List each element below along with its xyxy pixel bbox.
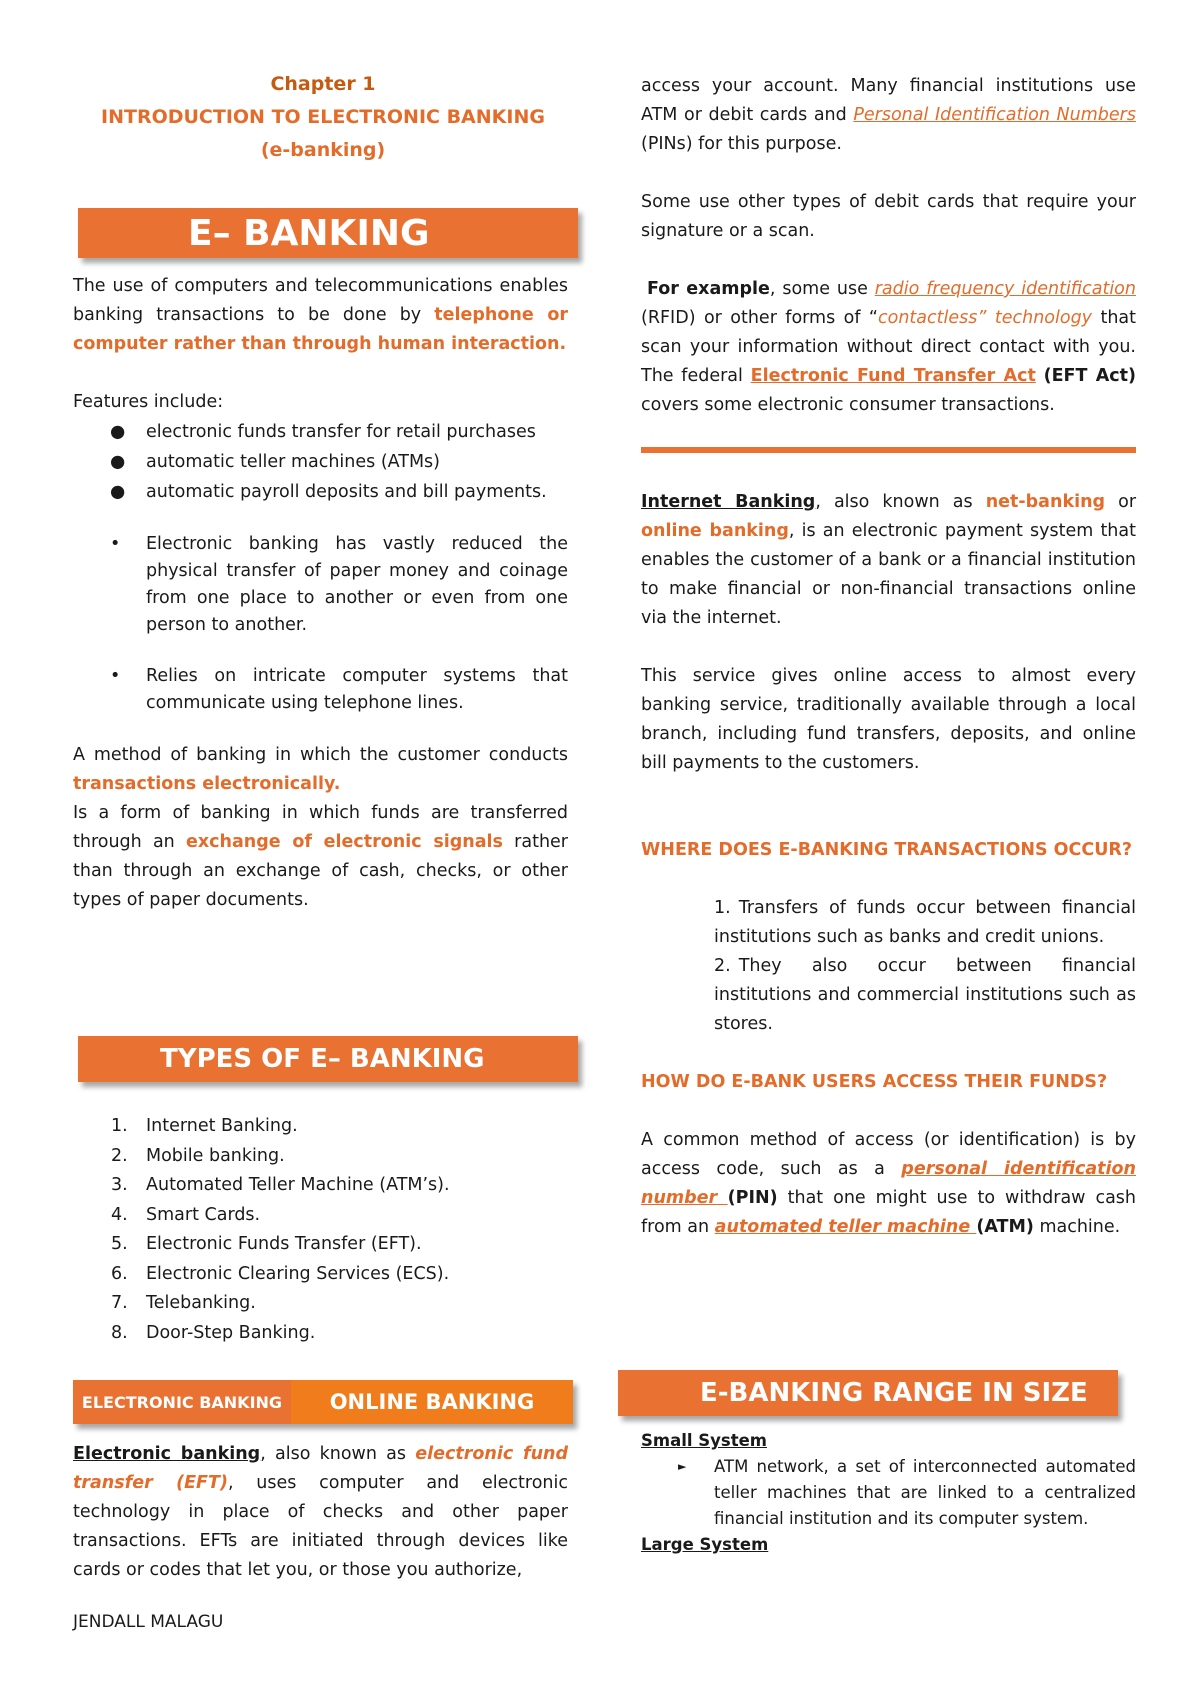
point-text: Relies on intricate computer systems that communicate using telephone lines. bbox=[146, 666, 568, 713]
eft-continued-end: (PINs) for this purpose. bbox=[641, 134, 842, 154]
pin-abbr: (PIN) bbox=[727, 1188, 778, 1208]
list-item bbox=[73, 1289, 573, 1319]
item-label: Electronic Clearing Services (ECS). bbox=[146, 1263, 450, 1284]
item-number: 1. bbox=[714, 898, 731, 918]
item-number: 6. bbox=[111, 1263, 128, 1284]
example-paragraph bbox=[641, 275, 1136, 420]
list-item bbox=[641, 1454, 1136, 1532]
small-system-label: Small System bbox=[641, 1431, 767, 1450]
example-space bbox=[1036, 366, 1044, 386]
how-text-end: machine. bbox=[1033, 1217, 1121, 1237]
footer-name: JENDALL MALAGU bbox=[73, 1612, 224, 1632]
bullet-icon: • bbox=[110, 534, 121, 554]
item-label: Automated Teller Machine (ATM’s). bbox=[146, 1175, 450, 1195]
banking-tabs bbox=[73, 1380, 573, 1424]
how-text-2: that one might use to withdraw cash from an bbox=[641, 1188, 1136, 1237]
item-label: Smart Cards. bbox=[146, 1204, 261, 1225]
small-system-list bbox=[641, 1454, 1136, 1532]
tab-electronic-banking[interactable] bbox=[73, 1380, 291, 1424]
triangle-bullet-icon: ► bbox=[678, 1460, 687, 1473]
types-banner bbox=[78, 1036, 578, 1082]
item-number: 2. bbox=[111, 1145, 128, 1166]
example-lead: For example bbox=[647, 279, 770, 299]
features-label: Features include: bbox=[73, 392, 224, 412]
internet-text: , also known as bbox=[815, 492, 986, 512]
list-item bbox=[73, 531, 568, 639]
list-item bbox=[73, 477, 568, 507]
list-item bbox=[73, 1112, 573, 1142]
feature-text: electronic funds transfer for retail purchases bbox=[146, 422, 536, 442]
eft-term: Electronic banking bbox=[73, 1444, 261, 1464]
how-heading: HOW DO E-BANK USERS ACCESS THEIR FUNDS? bbox=[641, 1072, 1108, 1092]
chapter-title: INTRODUCTION TO ELECTRONIC BANKING bbox=[101, 106, 545, 128]
tab-label: ELECTRONIC BANKING bbox=[81, 1392, 283, 1412]
internet-term: Internet Banking bbox=[641, 492, 816, 512]
list-item bbox=[73, 417, 568, 447]
example-text: , some use bbox=[769, 279, 875, 299]
points-list bbox=[73, 531, 568, 717]
ebanking-banner-label: E– BANKING bbox=[188, 212, 430, 254]
chapter-subtitle: (e-banking) bbox=[260, 139, 386, 161]
internet-text-end: , is an electronic payment system that enables the customer of a bank or a financial institution to make financial or non-financial transactions online via the internet. bbox=[641, 521, 1136, 628]
net-banking-term: net-banking bbox=[985, 492, 1106, 512]
internet-or: or bbox=[1105, 492, 1137, 512]
types-list bbox=[73, 1112, 573, 1348]
feature-text: automatic payroll deposits and bill payments. bbox=[146, 482, 547, 502]
tab-online-banking[interactable] bbox=[291, 1380, 573, 1424]
item-label: Internet Banking. bbox=[146, 1116, 298, 1136]
internet-paragraph bbox=[641, 488, 1136, 633]
item-number: 4. bbox=[111, 1204, 128, 1225]
item-number: 8. bbox=[111, 1322, 128, 1343]
bullet-icon: ● bbox=[110, 422, 126, 442]
method-highlight: transactions electronically. bbox=[73, 774, 341, 794]
eft-aka: electronic fund transfer (EFT) bbox=[73, 1444, 569, 1493]
list-item bbox=[73, 1260, 573, 1290]
features-list bbox=[73, 417, 568, 507]
example-text-end: covers some electronic consumer transactions. bbox=[641, 395, 1055, 415]
form-highlight: exchange of electronic signals bbox=[185, 832, 503, 852]
list-item bbox=[73, 447, 568, 477]
method-paragraph bbox=[73, 741, 568, 799]
list-item bbox=[73, 1171, 573, 1201]
large-system-label: Large System bbox=[641, 1535, 769, 1554]
contactless-term: contactless” technology bbox=[878, 308, 1093, 328]
list-item bbox=[73, 1142, 573, 1172]
item-label: Door-Step Banking. bbox=[146, 1322, 316, 1343]
item-label: Telebanking. bbox=[146, 1293, 256, 1313]
chapter-header bbox=[73, 68, 573, 167]
eft-act-link[interactable]: Electronic Fund Transfer Act bbox=[750, 366, 1036, 386]
atm-abbr: (ATM) bbox=[976, 1217, 1034, 1237]
item-number: 2. bbox=[714, 956, 731, 976]
eft-section bbox=[73, 1440, 568, 1585]
item-label: Electronic Funds Transfer (EFT). bbox=[146, 1234, 422, 1254]
atm-link[interactable]: automated teller machine bbox=[714, 1217, 977, 1237]
list-item bbox=[73, 663, 568, 717]
bullet-icon: • bbox=[110, 666, 121, 686]
service-paragraph: This service gives online access to almost every banking service, traditionally available through a local branch, including fund transfers, deposits, and online bill payments to the customers. bbox=[641, 666, 1136, 773]
intro-paragraph bbox=[73, 272, 568, 359]
item-label: Mobile banking. bbox=[146, 1145, 285, 1166]
feature-text: automatic teller machines (ATMs) bbox=[146, 452, 440, 472]
item-number: 1. bbox=[111, 1116, 128, 1136]
list-item bbox=[73, 1319, 573, 1349]
eft-continued-text: access your account. Many financial institutions use ATM or debit cards and bbox=[641, 76, 1136, 125]
eft-text-end: , uses computer and electronic technology in place of checks and other paper transactions. EFTs are initiated through devices like cards or codes that let you, or those you authorize, bbox=[73, 1473, 569, 1580]
tab-label: ONLINE BANKING bbox=[329, 1390, 535, 1414]
item-number: 3. bbox=[111, 1175, 128, 1195]
signature-paragraph: Some use other types of debit cards that require your signature or a scan. bbox=[641, 192, 1136, 241]
where-list bbox=[641, 894, 1136, 1039]
point-text: Electronic banking has vastly reduced the physical transfer of paper money and coinage from one place to another or even from one person to another. bbox=[146, 534, 568, 635]
form-text-end: rather than through an exchange of cash, checks, or other types of paper documents. bbox=[73, 832, 569, 910]
small-system-text: ATM network, a set of interconnected automated teller machines that are linked to a centralized financial institution and its computer system. bbox=[714, 1457, 1136, 1528]
section-divider bbox=[641, 447, 1136, 453]
ebanking-banner bbox=[78, 208, 578, 258]
range-section bbox=[641, 1428, 1136, 1558]
item-number: 7. bbox=[111, 1293, 128, 1313]
item-text: They also occur between financial institutions and commercial institutions such as stores. bbox=[714, 956, 1136, 1034]
right-column bbox=[641, 72, 1136, 1242]
list-item bbox=[73, 1201, 573, 1231]
list-item bbox=[641, 952, 1136, 1039]
example-text-3: that scan your information without direct contact with you. The federal bbox=[641, 308, 1136, 386]
eft-continued-paragraph bbox=[641, 72, 1136, 159]
pin-number-link[interactable]: personal identification number bbox=[641, 1159, 1136, 1208]
list-item bbox=[73, 1230, 573, 1260]
intro-section bbox=[73, 272, 568, 915]
form-text: Is a form of banking in which funds are transferred through an bbox=[73, 803, 568, 852]
bullet-icon: ● bbox=[110, 482, 126, 502]
types-banner-label: TYPES OF E– BANKING bbox=[160, 1044, 485, 1074]
range-banner bbox=[618, 1370, 1118, 1416]
online-banking-term: online banking bbox=[641, 521, 789, 541]
how-text: A common method of access (or identification) is by access code, such as a bbox=[641, 1130, 1136, 1179]
eft-act-abbr: (EFT Act) bbox=[1043, 366, 1136, 386]
how-paragraph bbox=[641, 1126, 1136, 1242]
eft-paragraph bbox=[73, 1440, 568, 1585]
item-number: 5. bbox=[111, 1234, 128, 1254]
pin-link[interactable]: Personal Identification Numbers bbox=[853, 105, 1136, 125]
intro-highlight: telephone or computer rather than through human interaction. bbox=[73, 305, 568, 354]
method-text: A method of banking in which the customer conducts bbox=[73, 745, 568, 765]
chapter-number: Chapter 1 bbox=[270, 73, 376, 95]
list-item bbox=[641, 894, 1136, 952]
where-heading: WHERE DOES E-BANKING TRANSACTIONS OCCUR? bbox=[641, 840, 1133, 860]
bullet-icon: ● bbox=[110, 452, 126, 472]
range-banner-label: E-BANKING RANGE IN SIZE bbox=[700, 1378, 1088, 1408]
form-paragraph bbox=[73, 799, 568, 915]
intro-text: The use of computers and telecommunications enables banking transactions to be done by bbox=[73, 276, 568, 325]
example-text-2: (RFID) or other forms of “ bbox=[641, 308, 879, 328]
item-text: Transfers of funds occur between financial institutions such as banks and credit unions. bbox=[714, 898, 1136, 947]
eft-text: , also known as bbox=[260, 1444, 416, 1464]
rfid-link[interactable]: radio frequency identification bbox=[874, 279, 1136, 299]
